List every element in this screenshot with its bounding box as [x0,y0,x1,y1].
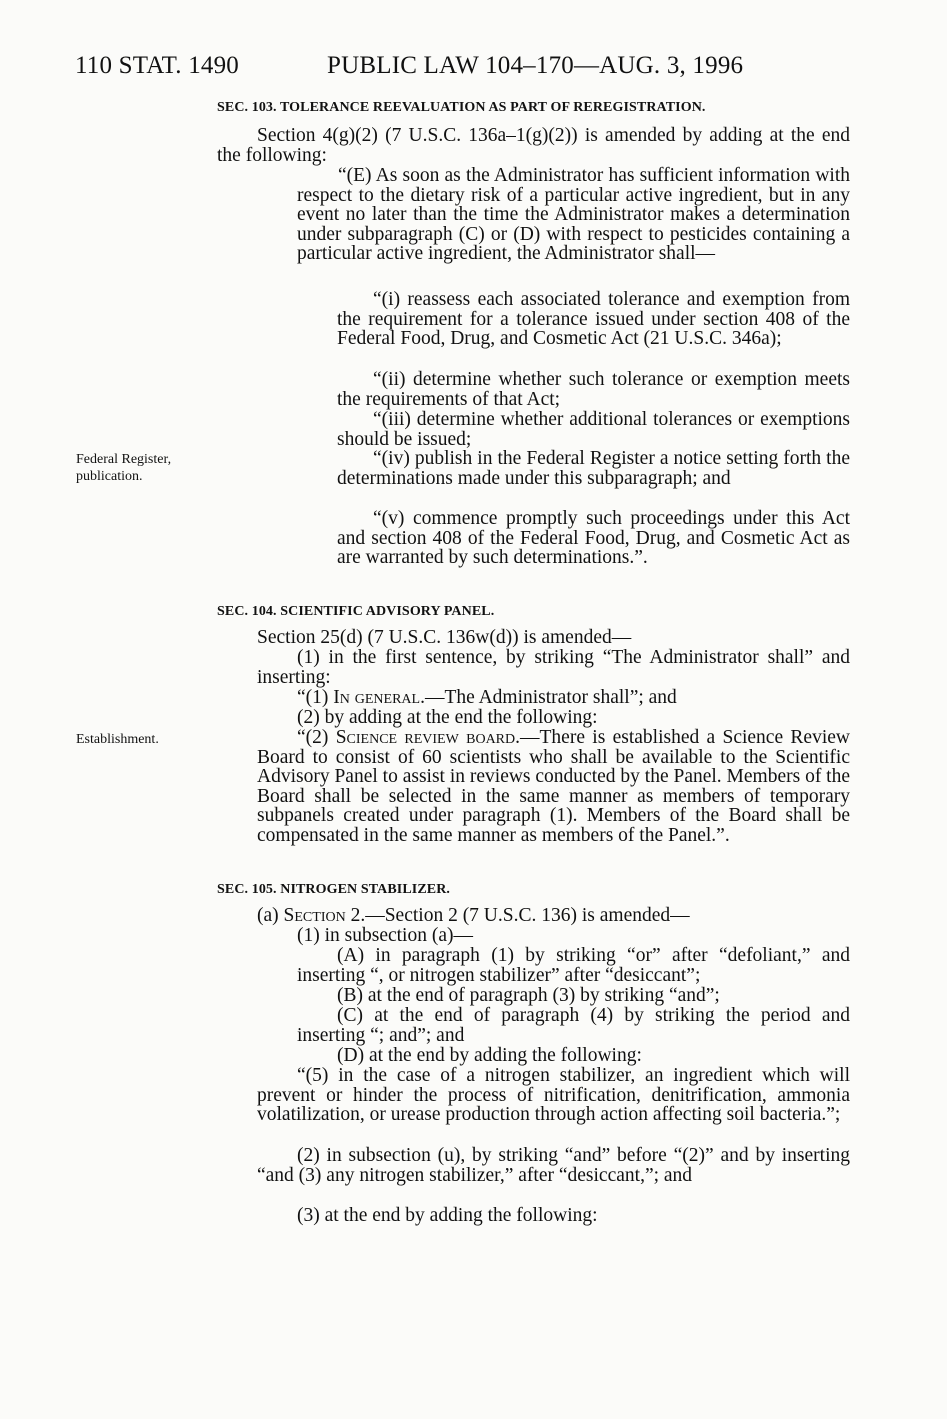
sec-105-item-D: (D) at the end by adding the following: [337,1045,642,1066]
sec-105-heading: SEC. 105. NITROGEN STABILIZER. [217,882,451,897]
sec-104-item-2: (2) by adding at the end the following: [297,707,598,728]
page-citation: 110 STAT. 1490 [75,52,239,79]
sec-104-intro: Section 25(d) (7 U.S.C. 136w(d)) is amended— [257,627,632,648]
sec-103-item-v: “(v) commence promptly such proceedings under this Act and section 408 of the Federal Food, Drug, and Cosmetic Act as are warranted by such determinations.”. [337,508,850,569]
margin-note-establishment: Establishment. [76,732,159,747]
sec-103-para-e: “(E) As soon as the Administrator has sufficient information with respect to the dietary risk of a particular active ingredient, but in any event no later than the time the Administrator makes a determination under subparagraph (C) or (D) with respect to pesticides containing a particular active ingredient, the Administrator shall— [297,165,850,265]
sec-103-item-i: “(i) reassess each associated tolerance and exemption from the requirement for a tolerance issued under section 408 of the Federal Food, Drug, and Cosmetic Act (21 U.S.C. 346a); [337,289,850,350]
sec-103-item-iii: “(iii) determine whether additional tolerances or exemptions should be issued; [337,409,850,450]
sec-105-item-3: (3) at the end by adding the following: [297,1205,598,1226]
margin-note-federal-register: Federal Register, publication. [76,452,172,484]
sec-103-intro: Section 4(g)(2) (7 U.S.C. 136a–1(g)(2)) is amended by adding at the end the following: [217,125,850,166]
sec-105-item-1: (1) in subsection (a)— [297,925,473,946]
sec-104-item-1: (1) in the first sentence, by striking “The Administrator shall” and inserting: [257,647,850,688]
sec-105-item-C: (C) at the end of paragraph (4) by striking the period and inserting “; and”; and [297,1005,850,1046]
sec-105-para-5: “(5) in the case of a nitrogen stabilizer, an ingredient which will prevent or hinder the process of nitrification, denitrification, ammonia volatilization, or urease production through action affecting soil bacteria.”; [257,1065,850,1126]
sec-105-item-B: (B) at the end of paragraph (3) by striking “and”; [337,985,720,1006]
sec-103-item-ii: “(ii) determine whether such tolerance or exemption meets the requirements of that Act; [337,369,850,410]
sec-105-item-A: (A) in paragraph (1) by striking “or” after “defoliant,” and inserting “, or nitrogen stabilizer” after “desiccant”; [297,945,850,986]
sec-103-item-iv: “(iv) publish in the Federal Register a notice setting forth the determinations made under this subparagraph; and [337,448,850,489]
sec-104-quote-2: “(2) Science review board.—There is established a Science Review Board to consist of 60 scientists who shall be available to the Scientific Advisory Panel to assist in reviews conducted by the Panel. Members of the Board shall be selected in the same manner as members of temporary subpanels created under paragraph (1). Members of the Board shall be compensated in the same manner as members of the Panel.”. [257,727,851,846]
sec-104-heading: SEC. 104. SCIENTIFIC ADVISORY PANEL. [217,604,495,619]
sec-105-item-2: (2) in subsection (u), by striking “and” before “(2)” and by inserting “and (3) any nitrogen stabilizer,” after “desiccant,”; and [257,1145,850,1186]
page-header-title: PUBLIC LAW 104–170—AUG. 3, 1996 [327,52,744,79]
sec-104-quote-1: “(1) In general.—The Administrator shall”; and [297,687,677,708]
sec-103-heading: SEC. 103. TOLERANCE REEVALUATION AS PART OF REREGISTRATION. [217,100,706,115]
sec-105-subsection-a: (a) Section 2.—Section 2 (7 U.S.C. 136) is amended— [257,905,690,926]
